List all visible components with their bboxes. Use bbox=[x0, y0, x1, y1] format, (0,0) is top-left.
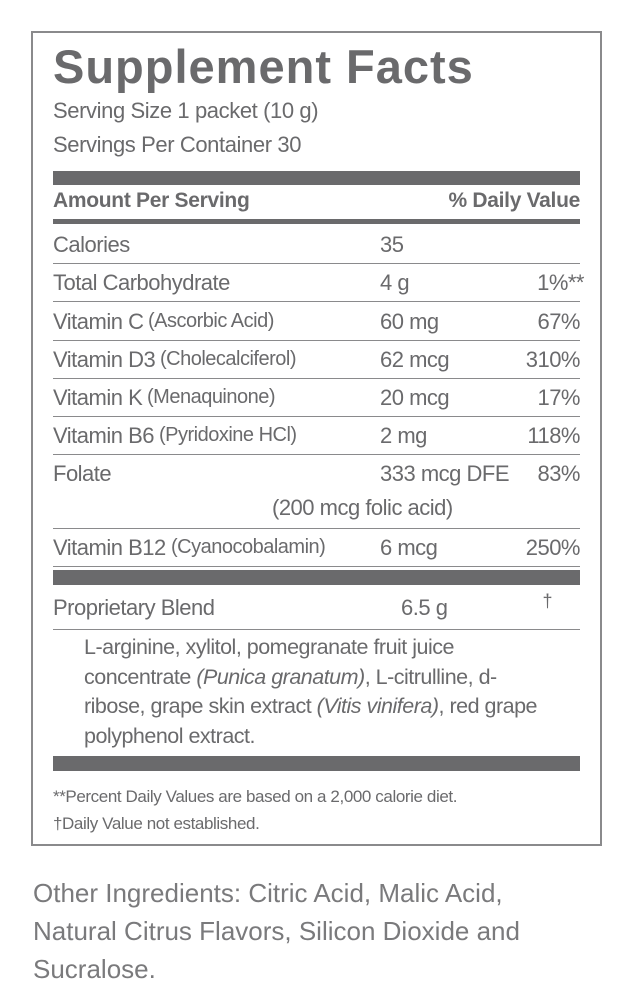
ingredient-text: (Punica granatum) bbox=[196, 664, 365, 689]
nutrient-row bbox=[53, 379, 580, 417]
nutrient-row bbox=[53, 226, 580, 264]
nutrient-detail: (Pyridoxine HCl) bbox=[159, 424, 297, 446]
nutrient-amount: 6 mcg bbox=[380, 535, 438, 560]
divider-thick bbox=[53, 756, 580, 771]
nutrient-name: Total Carbohydrate bbox=[53, 270, 230, 295]
nutrient-dv: 83% bbox=[537, 461, 580, 486]
nutrient-dv: 310% bbox=[525, 347, 580, 372]
nutrient-name: Vitamin B6 bbox=[53, 423, 154, 448]
nutrient-amount: 6.5 g bbox=[401, 595, 448, 620]
proprietary-blend-row bbox=[53, 587, 580, 630]
column-header bbox=[53, 189, 580, 213]
nutrient-row bbox=[53, 529, 580, 567]
nutrient-amount: 333 mcg DFE bbox=[380, 461, 509, 486]
nutrient-amount: 20 mcg bbox=[380, 385, 450, 410]
nutrient-detail: (Cholecalciferol) bbox=[160, 348, 296, 370]
nutrient-name: Vitamin C bbox=[53, 309, 144, 334]
other-ingredients: Other Ingredients: Citric Acid, Malic Acid, Natural Citrus Flavors, Silicon Dioxide and Sucralose. bbox=[33, 878, 520, 984]
nutrient-row bbox=[53, 303, 580, 341]
supplement-facts-panel bbox=[31, 31, 602, 846]
panel-title: Supplement Facts bbox=[53, 40, 474, 93]
ingredient-text: , L-citrulline, d-ribose, grape skin extract bbox=[84, 664, 497, 718]
footnote-dagger: †Daily Value not established. bbox=[53, 814, 260, 833]
nutrient-amount: 35 bbox=[380, 232, 404, 257]
nutrient-detail: (Cyanocobalamin) bbox=[171, 536, 326, 558]
divider-thick bbox=[53, 570, 580, 585]
ingredient-text: (Vitis vinifera) bbox=[316, 694, 439, 718]
amount-header: Amount Per Serving bbox=[53, 189, 250, 212]
nutrient-row bbox=[53, 264, 584, 302]
nutrient-name: Vitamin K bbox=[53, 385, 143, 410]
nutrient-detail: (Menaquinone) bbox=[147, 386, 276, 408]
nutrient-dv: 1%** bbox=[537, 270, 584, 295]
divider-medium bbox=[53, 219, 580, 224]
divider-thick bbox=[53, 171, 580, 185]
nutrient-amount: 4 g bbox=[380, 270, 410, 295]
ingredient-text: L-arginine, xylitol, pomegranate fruit juice concentrate bbox=[84, 635, 454, 689]
serving-size: Serving Size 1 packet (10 g) bbox=[53, 98, 319, 123]
nutrient-amount: 60 mg bbox=[380, 309, 439, 334]
nutrient-dv: † bbox=[542, 591, 552, 611]
nutrient-name: Vitamin B12 bbox=[53, 535, 166, 560]
nutrient-row bbox=[53, 417, 580, 455]
ingredient-text: , red grape polyphenol extract. bbox=[84, 694, 537, 748]
nutrient-dv: 250% bbox=[525, 535, 580, 560]
nutrient-name: Proprietary Blend bbox=[53, 595, 215, 620]
nutrient-amount: 2 mg bbox=[380, 423, 427, 448]
nutrient-name: Folate bbox=[53, 461, 112, 486]
blend-ingredients bbox=[84, 633, 554, 751]
nutrient-dv: 67% bbox=[537, 309, 580, 334]
nutrient-row bbox=[53, 341, 580, 379]
nutrient-amount: 62 mcg bbox=[380, 347, 450, 372]
footnote-dv: **Percent Daily Values are based on a 2,000 calorie diet. bbox=[53, 787, 458, 806]
nutrient-row bbox=[53, 455, 580, 529]
nutrient-dv: 118% bbox=[527, 423, 580, 448]
nutrient-name: Vitamin D3 bbox=[53, 347, 156, 372]
nutrient-detail: (Ascorbic Acid) bbox=[148, 310, 274, 332]
folic-acid-note: (200 mcg folic acid) bbox=[272, 495, 453, 520]
nutrient-dv: 17% bbox=[537, 385, 580, 410]
nutrient-name: Calories bbox=[53, 232, 130, 257]
dv-header: % Daily Value bbox=[448, 189, 580, 212]
servings-per-container: Servings Per Container 30 bbox=[53, 132, 302, 157]
